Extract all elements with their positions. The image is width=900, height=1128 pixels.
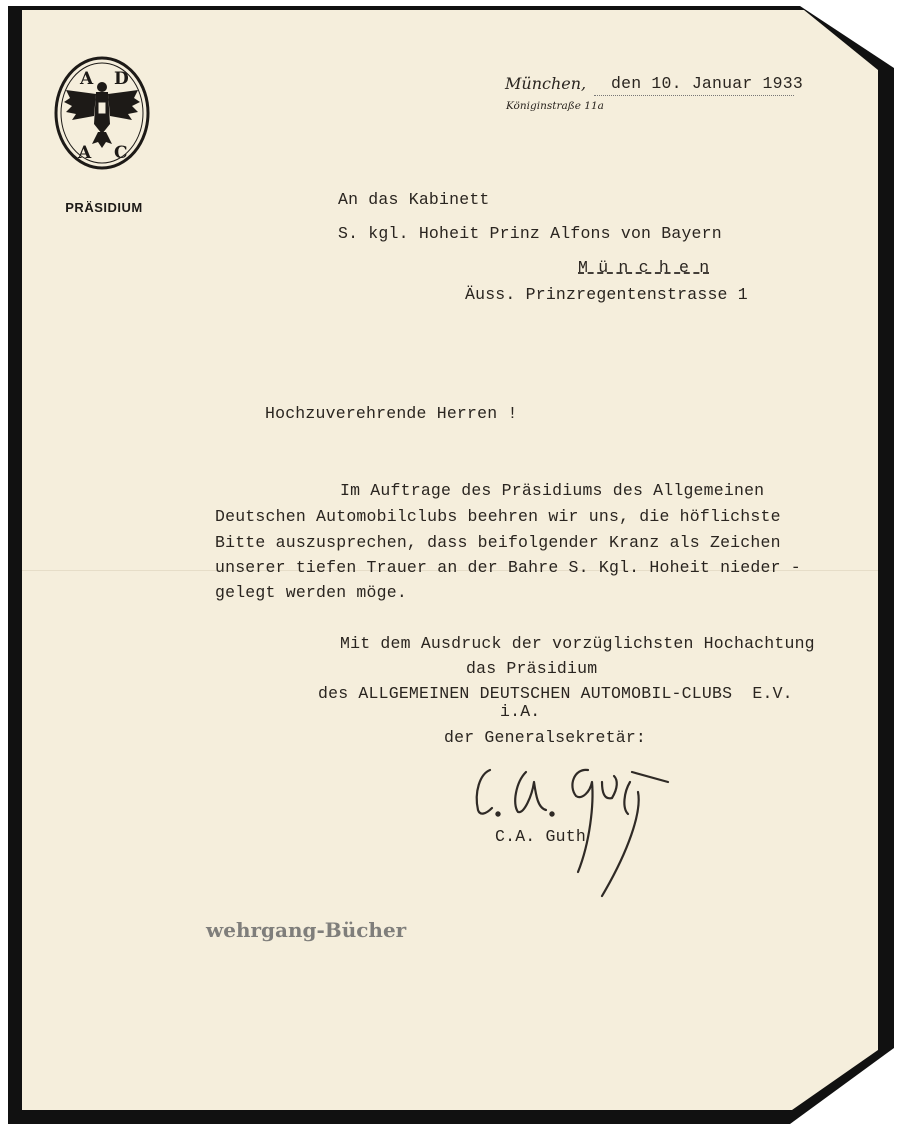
date-rule	[594, 95, 794, 96]
logo-letter-d: D	[114, 69, 129, 89]
watermark: wehrgang-Bücher	[206, 918, 407, 942]
logo-letter-c: C	[114, 143, 128, 163]
closing-line-5: der Generalsekretär:	[444, 728, 647, 747]
logo-letter-a1: A	[80, 69, 94, 89]
logo-letter-a2: A	[78, 143, 92, 163]
eagle-icon	[64, 82, 140, 148]
body-line: gelegt werden möge.	[215, 583, 407, 602]
closing-line-4: i.A.	[500, 702, 541, 721]
recipient-line-2: S. kgl. Hoheit Prinz Alfons von Bayern	[338, 224, 722, 243]
recipient-city: M ü n c h e n	[578, 258, 710, 277]
department-label: PRÄSIDIUM	[65, 200, 143, 215]
body-line: Im Auftrage des Präsidiums des Allgemeinen	[340, 481, 765, 500]
recipient-street: Äuss. Prinzregentenstrasse 1	[465, 285, 748, 304]
closing-line-1: Mit dem Ausdruck der vorzüglichsten Hochachtung	[340, 634, 815, 653]
closing-line-2: das Präsidium	[466, 659, 598, 678]
place-name: München,	[505, 74, 587, 93]
salutation: Hochzuverehrende Herren !	[265, 404, 518, 423]
letter-date: den 10. Januar 1933	[611, 74, 803, 93]
signatory-name: C.A. Guth	[495, 827, 586, 846]
sender-street: Königinstraße 11a	[506, 100, 604, 112]
body-line: unserer tiefen Trauer an der Bahre S. Kgl. Hoheit nieder -	[215, 558, 801, 577]
body-line: Deutschen Automobilclubs beehren wir uns, die höflichste	[215, 507, 781, 526]
body-line: Bitte auszusprechen, dass beifolgender Kranz als Zeichen	[215, 533, 781, 552]
adac-eagle-logo	[52, 54, 152, 172]
recipient-line-1: An das Kabinett	[338, 190, 490, 209]
closing-line-3: des ALLGEMEINEN DEUTSCHEN AUTOMOBIL-CLUBS E.V.	[318, 684, 793, 703]
